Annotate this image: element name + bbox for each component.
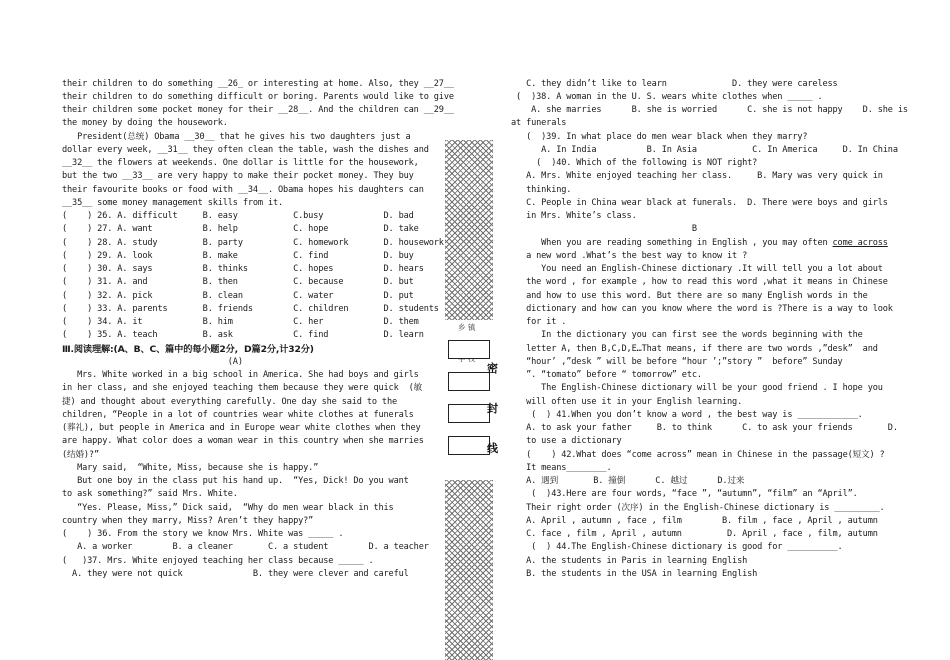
binding-strip [445,140,493,660]
text-line: ( ) 28. A. study B. party C. homework D. housework [62,238,444,248]
text-line: “Yes. Please, Miss,” Dick said, “Why do men wear black in this [62,503,394,513]
text-line: ( )43.Here are four words, “face ”, “autumn”, “film” an “April”. [511,489,858,499]
text-line: A. she marries B. she is worried C. she is not happy D. she is [511,105,908,115]
text-line: C. People in China wear black at funerals. D. There were boys and girls [511,198,888,208]
text-line: their children to do something difficult or boring. Parents would like to give [62,92,454,102]
info-box [448,436,490,455]
text-line: (A) [62,357,243,367]
text-line: at funerals [511,118,567,128]
text-line: Their right order (次序) in the English-Chinese dictionary is _________. [511,503,885,513]
text-line: in Mrs. White’s class. [511,211,637,221]
text-line: __32__ the flowers at weekends. One dollar is little for the housework, [62,158,419,168]
text-line: and how to use this word. But there are so many English words in the [511,291,868,301]
text-line: B. the students in the USA in learning English [511,569,758,579]
text-line: ( ) 30. A. says B. thinks C. hopes D. hears [62,264,424,274]
text-line: 捷) and thought about everything carefully. One day she said to the [62,397,397,407]
seal-character: 密 [487,362,498,375]
binding-label: 乡 镇 [458,323,476,332]
text-line: children, “People in a lot of countries wear white clothes at funerals [62,410,414,420]
text-line: A. April , autumn , face , film B. film , face , April , autumn [511,516,878,526]
text-line: ( ) 34. A. it B. him C. her D. them [62,317,419,327]
text-line: ( ) 36. From the story we know Mrs. White was _____ . [62,529,344,539]
text-line: B [511,224,697,234]
text-line: ( ) 33. A. parents B. friends C. children D. students [62,304,439,314]
text-line: In the dictionary you can first see the words beginning with the [511,330,863,340]
text-line: ( ) 35. A. teach B. ask C. find D. learn [62,330,424,340]
text-line: ( )40. Which of the following is NOT right? [511,158,758,168]
text-line: “hour’ ,”desk ” will be before “hour ’;”story ” before” Sunday [511,357,843,367]
text-line: for it . [511,317,567,327]
text-line: ( ) 29. A. look B. make C. find D. buy [62,251,414,261]
text-line: to use a dictionary [511,436,622,446]
text-line: The English-Chinese dictionary will be your good friend . I hope you [511,383,883,393]
text-line: dictionary and how can you know where the word is ?There is a way to look [511,304,893,314]
text-line: ( ) 42.What does “come across” mean in Chinese in the passage(短文) ? [511,450,885,460]
text-line: __35__ some money management skills from it. [62,198,284,208]
text-line: Mrs. White worked in a big school in America. She had boys and girls [62,370,419,380]
text-line: ( ) 31. A. and B. then C. because D. but [62,277,414,287]
text-line: C. they didn’t like to learn D. they were careless [511,79,838,89]
text-line: Mary said, “White, Miss, because she is happy.” [62,463,319,473]
text-line: dollar every week, __31__ they often clean the table, wash the dishes and [62,145,429,155]
text-line: A. a worker B. a cleaner C. a student D. a teacher [62,542,429,552]
text-line: thinking. [511,185,572,195]
text-line: ( ) 44.The English-Chinese dictionary is good for __________. [511,542,843,552]
text-line: are happy. What color does a woman wear in this country when she marries [62,436,424,446]
text-line: ( ) 41.When you don’t know a word , the best way is ____________. [511,410,863,420]
text-line: (葬礼), but people in America and in Europe wear white clothes when they [62,423,421,433]
text-line: in her class, and she enjoyed teaching them because they were quick (敏 [62,383,423,393]
text-line: ( )37. Mrs. White enjoyed teaching her class because _____ . [62,556,374,566]
text-line: the word , for example , how to read this word ,what it means in Chinese [511,277,888,287]
underlined-phrase: come across [832,238,888,248]
text-line: You need an English-Chinese dictionary .It will tell you a lot about [511,264,883,274]
text-line: ( ) 26. A. difficult B. easy C.busy D. bad [62,211,414,221]
text-line: A. In India B. In Asia C. In America D. In China [511,145,898,155]
hatch-pattern-bottom [445,480,493,660]
hatch-pattern-top [445,140,493,320]
seal-character: 封 [487,402,498,415]
text-line: President(总统) Obama __30__ that he gives his two daughters just a [62,132,411,142]
text-line: It means________. [511,463,612,473]
text-line: A. to ask your father B. to think C. to ask your friends D. [511,423,898,433]
text-line: country when they marry, Miss? Aren’t they happy?” [62,516,314,526]
info-box [448,372,490,391]
text-line: A. the students in Paris in learning English [511,556,748,566]
text-line: their favourite books or food with __34__. Obama hopes his daughters can [62,185,424,195]
text-line: A. Mrs. White enjoyed teaching her class. B. Mary was very quick in [511,171,883,181]
text-line: ( ) 32. A. pick B. clean C. water D. put [62,291,414,301]
seal-character: 线 [487,442,498,455]
text-line: A. they were not quick B. they were clever and careful [62,569,409,579]
text-line: Ⅲ.阅读理解:(A、B、C、篇中的每小题2分, D篇2分,计32分) [62,344,314,355]
text-line: ( )39. In what place do men wear black when they marry? [511,132,808,142]
text-line: their children to do something __26_ or interesting at home. Also, they __27__ [62,79,454,89]
info-box [448,404,490,423]
text-line: ( )38. A woman in the U. S. wears white clothes when _____ . [511,92,823,102]
text-line: A. 遇到 B. 撞倒 C. 越过 D.过来 [511,476,745,486]
text-line: C. face , film , April , autumn D. April , face , film, autumn [511,529,878,539]
text-line: the money by doing the housework. [62,118,228,128]
text-line: their children some pocket money for their __28__. And the children can __29__ [62,105,454,115]
info-box [448,340,490,359]
text-line: But one boy in the class put his hand up. “Yes, Dick! Do you want [62,476,409,486]
text-line: (结婚)?” [62,450,99,460]
text-line: but the two __33__ are very happy to make their pocket money. They buy [62,171,414,181]
text-line: will often use it in your English learning. [511,397,743,407]
text-line: to ask something?” said Mrs. White. [62,489,238,499]
text-line: a new word .What’s the best way to know it ? [511,251,748,261]
text-line: ( ) 27. A. want B. help C. hope D. take [62,224,419,234]
text-line: When you are reading something in English , you may often come across [511,238,888,248]
text-line: letter A, then B,C,D,E…That means, if there are two words ,”desk” and [511,344,878,354]
text-line: ”. “tomato” before “ tomorrow” etc. [511,370,702,380]
